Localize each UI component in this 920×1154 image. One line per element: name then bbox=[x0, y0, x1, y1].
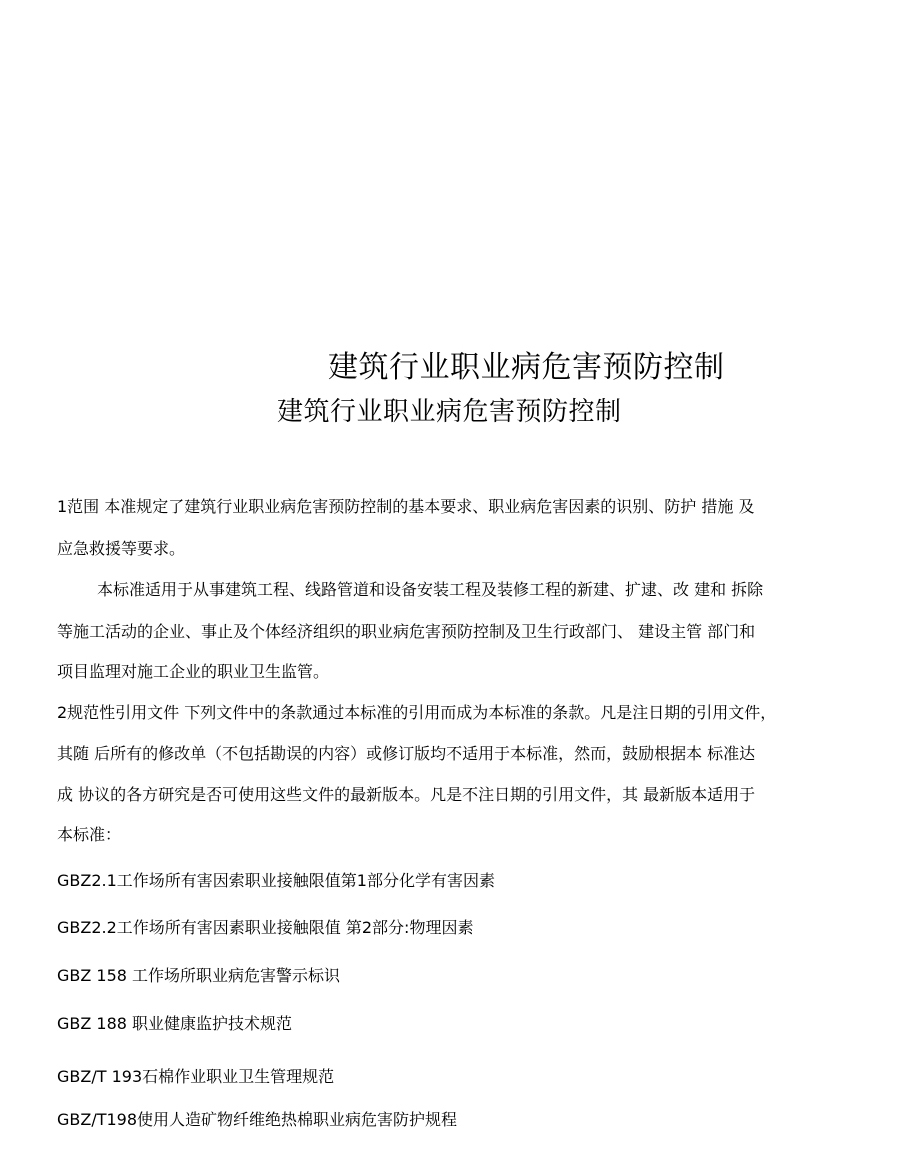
paragraph-line: 本标准： bbox=[57, 825, 122, 844]
reference-item: GBZ 188 职业健康监护技术规范 bbox=[57, 1014, 293, 1033]
reference-item: GBZ/T198使用人造矿物纤维绝热棉职业病危害防护规程 bbox=[57, 1110, 458, 1129]
paragraph-line: 应急救援等要求。 bbox=[57, 539, 186, 558]
document-subtitle: 建筑行业职业病危害预防控制 bbox=[277, 397, 622, 427]
paragraph-line: 成 协议的各方研究是否可使用这些文件的最新版本。凡是不注日期的引用文件，其 最新版本适用于 bbox=[57, 785, 756, 804]
reference-item: GBZ 158 工作场所职业病危害警示标识 bbox=[57, 966, 341, 985]
reference-item: GBZ/T 193石棉作业职业卫生管理规范 bbox=[57, 1067, 335, 1086]
paragraph-line: 项目监理对施工企业的职业卫生监管。 bbox=[57, 662, 330, 681]
reference-item: GBZ2.1工作场所有害因索职业接触限值第1部分化学有害因素 bbox=[57, 871, 495, 890]
paragraph-line: 其随 后所有的修改单（不包括勘误的内容）或修订版均不适用于本标准，然而，鼓励根据本 标准达 bbox=[57, 744, 756, 763]
document-title: 建筑行业职业病危害预防控制 bbox=[328, 350, 725, 385]
paragraph-line: 等施工活动的企业、事止及个体经济组织的职业病危害预防控制及卫生行政部门、 建设主管 部门和 bbox=[57, 622, 756, 641]
reference-item: GBZ2.2工作场所有害因素职业接触限值 第2部分:物理因素 bbox=[57, 918, 474, 937]
paragraph-line: 1范围 本准规定了建筑行业职业病危害预防控制的基本要求、职业病危害因素的识别、防护 措施 及 bbox=[57, 497, 755, 516]
paragraph-line: 2规范性引用文件 下列文件中的条款通过本标准的引用而成为本标准的条款。凡是注日期的引用文件， bbox=[57, 703, 777, 722]
paragraph-line: 本标准适用于从事建筑工程、线路管道和设备安装工程及装修工程的新建、扩逮、改 建和 拆除 bbox=[97, 580, 764, 599]
